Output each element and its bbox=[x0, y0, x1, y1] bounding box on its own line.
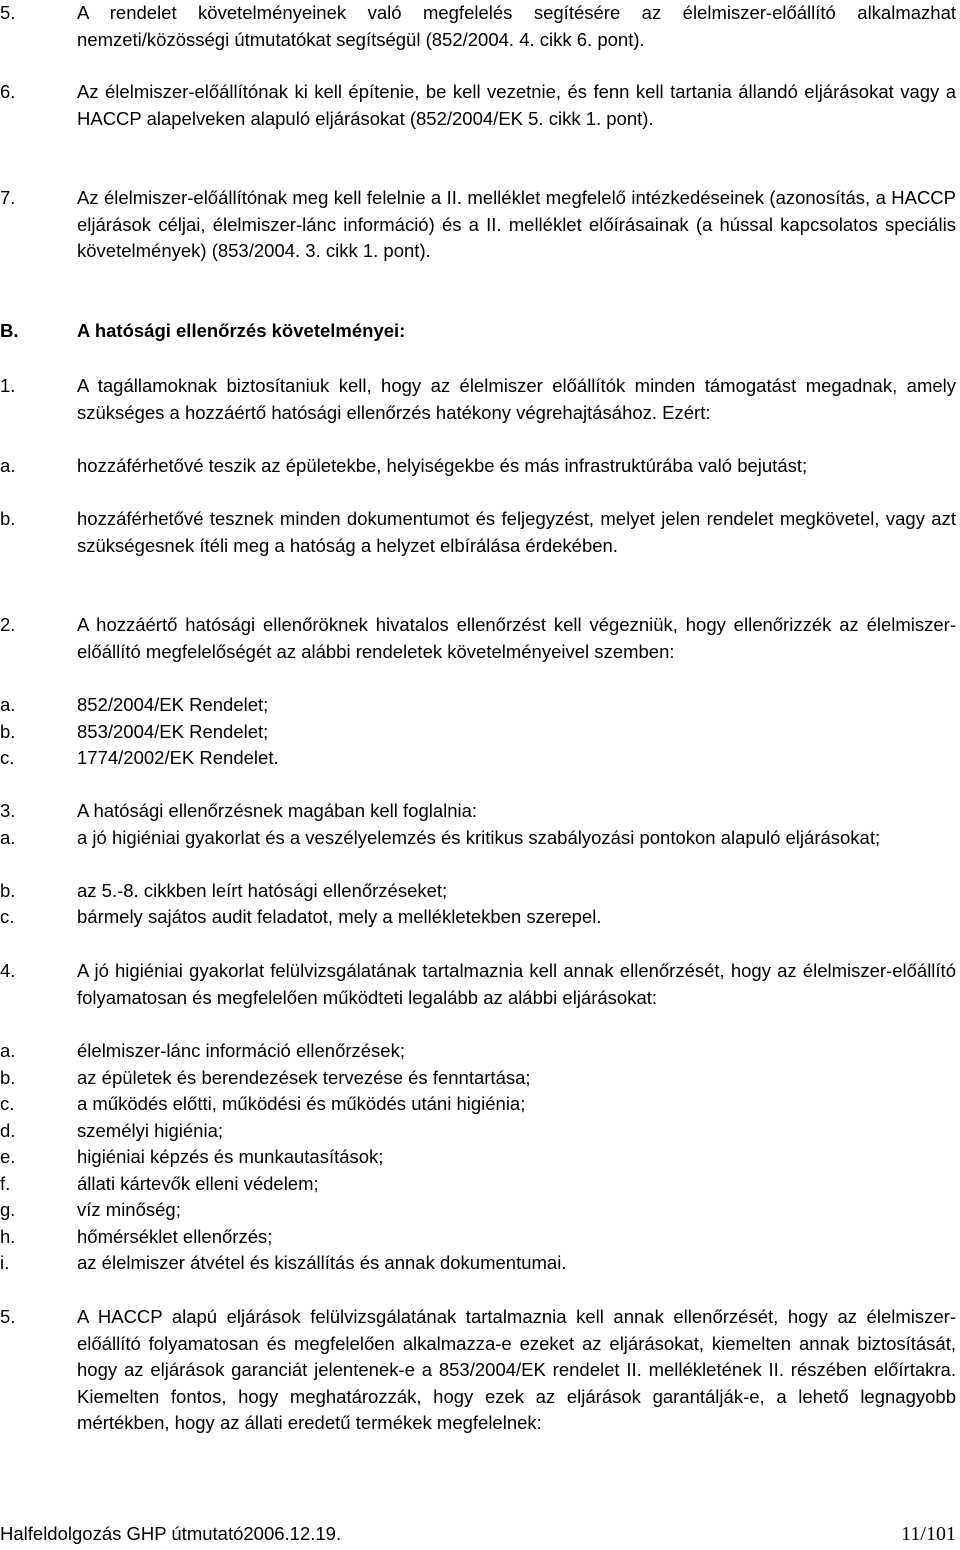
paragraph-number: 5. bbox=[0, 1306, 16, 1327]
list-text: a jó higiéniai gyakorlat és a veszélyelemzés és kritikus szabályozási pontokon alapuló eljárásokat; bbox=[77, 827, 881, 848]
list-marker: c. bbox=[0, 1093, 15, 1114]
list-text: a működés előtti, működési és működés utáni higiénia; bbox=[77, 1093, 526, 1114]
paragraph-text: A HACCP alapú eljárások felülvizsgálatának tartalmaznia kell annak ellenőrzését, hogy az élelmiszer-előállító folyamatosan és megfelelően alkalmazza-e ezeket az eljárásokat, kiemelten annak biztosítását, hogy az eljárások garanciát jelentenek-e a 853/2004/EK rendelet II. mellékletének II. részében előírtakra. Kiemelten fontos, hogy meghatározzák, hogy ezek az eljárások garantálják-e, a lehető legnagyobb mértékben, hogy az állati eredetű termékek megfelelnek: bbox=[77, 1306, 956, 1433]
list-text: személyi higiénia; bbox=[77, 1120, 224, 1141]
footer-document-title: Halfeldolgozás GHP útmutató2006.12.19. bbox=[0, 1523, 342, 1544]
list-marker: h. bbox=[0, 1226, 16, 1247]
list-marker: f. bbox=[0, 1173, 11, 1194]
list-text: állati kártevők elleni védelem; bbox=[77, 1173, 319, 1194]
list-marker: b. bbox=[0, 508, 16, 529]
list-text: higiéniai képzés és munkautasítások; bbox=[77, 1146, 384, 1167]
list-text: hozzáférhetővé tesznek minden dokumentumot és feljegyzést, melyet jelen rendelet megkövetel, vagy azt szükségesnek ítéli meg a hatóság a helyzet elbírálása érdekében. bbox=[77, 508, 956, 556]
paragraph-number: 4. bbox=[0, 960, 16, 981]
list-text: 853/2004/EK Rendelet; bbox=[77, 721, 269, 742]
list-text: bármely sajátos audit feladatot, mely a mellékletekben szerepel. bbox=[77, 906, 602, 927]
list-text: víz minőség; bbox=[77, 1199, 181, 1220]
paragraph-text: Az élelmiszer-előállítónak ki kell építenie, be kell vezetnie, és fenn kell tartania állandó eljárásokat vagy a HACCP alapelveken alapuló eljárásokat (852/2004/EK 5. cikk 1. pont). bbox=[77, 81, 956, 129]
paragraph-number: 7. bbox=[0, 187, 16, 208]
list-marker: b. bbox=[0, 721, 16, 742]
list-text: 1774/2002/EK Rendelet. bbox=[77, 747, 279, 768]
paragraph-text: A rendelet követelményeinek való megfelelés segítésére az élelmiszer-előállító alkalmazhat nemzeti/közösségi útmutatókat segítségül (852/2004. 4. cikk 6. pont). bbox=[77, 2, 956, 50]
footer-page-number: 11/101 bbox=[901, 1523, 956, 1545]
list-text: 852/2004/EK Rendelet; bbox=[77, 694, 269, 715]
paragraph-text: A hatósági ellenőrzésnek magában kell foglalnia: bbox=[77, 800, 478, 821]
list-marker: e. bbox=[0, 1146, 16, 1167]
list-text: az épületek és berendezések tervezése és fenntartása; bbox=[77, 1067, 531, 1088]
list-text: hőmérséklet ellenőrzés; bbox=[77, 1226, 273, 1247]
list-text: hozzáférhetővé teszik az épületekbe, helyiségekbe és más infrastruktúrába való bejutást; bbox=[77, 455, 808, 476]
section-title: A hatósági ellenőrzés követelményei: bbox=[77, 320, 406, 341]
paragraph-text: A hozzáértő hatósági ellenőröknek hivatalos ellenőrzést kell végezniük, hogy ellenőrizzék az élelmiszer-előállító megfelelőségét az alábbi rendeletek követelményeivel szemben: bbox=[77, 614, 956, 662]
list-marker: a. bbox=[0, 827, 16, 848]
section-letter: B. bbox=[0, 320, 19, 341]
list-marker: c. bbox=[0, 747, 15, 768]
list-text: az 5.-8. cikkben leírt hatósági ellenőrzéseket; bbox=[77, 880, 448, 901]
paragraph-number: 3. bbox=[0, 800, 16, 821]
paragraph-number: 1. bbox=[0, 375, 16, 396]
list-marker: a. bbox=[0, 694, 16, 715]
paragraph-text: A tagállamoknak biztosítaniuk kell, hogy az élelmiszer előállítók minden támogatást megadnak, amely szükséges a hozzáértő hatósági ellenőrzés hatékony végrehajtásához. Ezért: bbox=[77, 375, 956, 423]
list-text: élelmiszer-lánc információ ellenőrzések; bbox=[77, 1040, 405, 1061]
list-text: az élelmiszer átvétel és kiszállítás és annak dokumentumai. bbox=[77, 1252, 567, 1273]
list-marker: b. bbox=[0, 1067, 16, 1088]
paragraph-text: Az élelmiszer-előállítónak meg kell felelnie a II. melléklet megfelelő intézkedéseinek (azonosítás, a HACCP eljárások céljai, élelmiszer-lánc információ) és a II. melléklet előírásainak (a hússal kapcsolatos speciális követelmények) (853/2004. 3. cikk 1. pont). bbox=[77, 187, 956, 261]
list-marker: i. bbox=[0, 1252, 10, 1273]
list-marker: a. bbox=[0, 455, 16, 476]
list-marker: b. bbox=[0, 880, 16, 901]
paragraph-text: A jó higiéniai gyakorlat felülvizsgálatának tartalmaznia kell annak ellenőrzését, hogy az élelmiszer-előállító folyamatosan és megfelelően működteti legalább az alábbi eljárásokat: bbox=[77, 960, 956, 1008]
list-marker: d. bbox=[0, 1120, 16, 1141]
paragraph-number: 5. bbox=[0, 2, 16, 23]
list-marker: g. bbox=[0, 1199, 16, 1220]
list-marker: a. bbox=[0, 1040, 16, 1061]
paragraph-number: 6. bbox=[0, 81, 16, 102]
paragraph-number: 2. bbox=[0, 614, 16, 635]
list-marker: c. bbox=[0, 906, 15, 927]
